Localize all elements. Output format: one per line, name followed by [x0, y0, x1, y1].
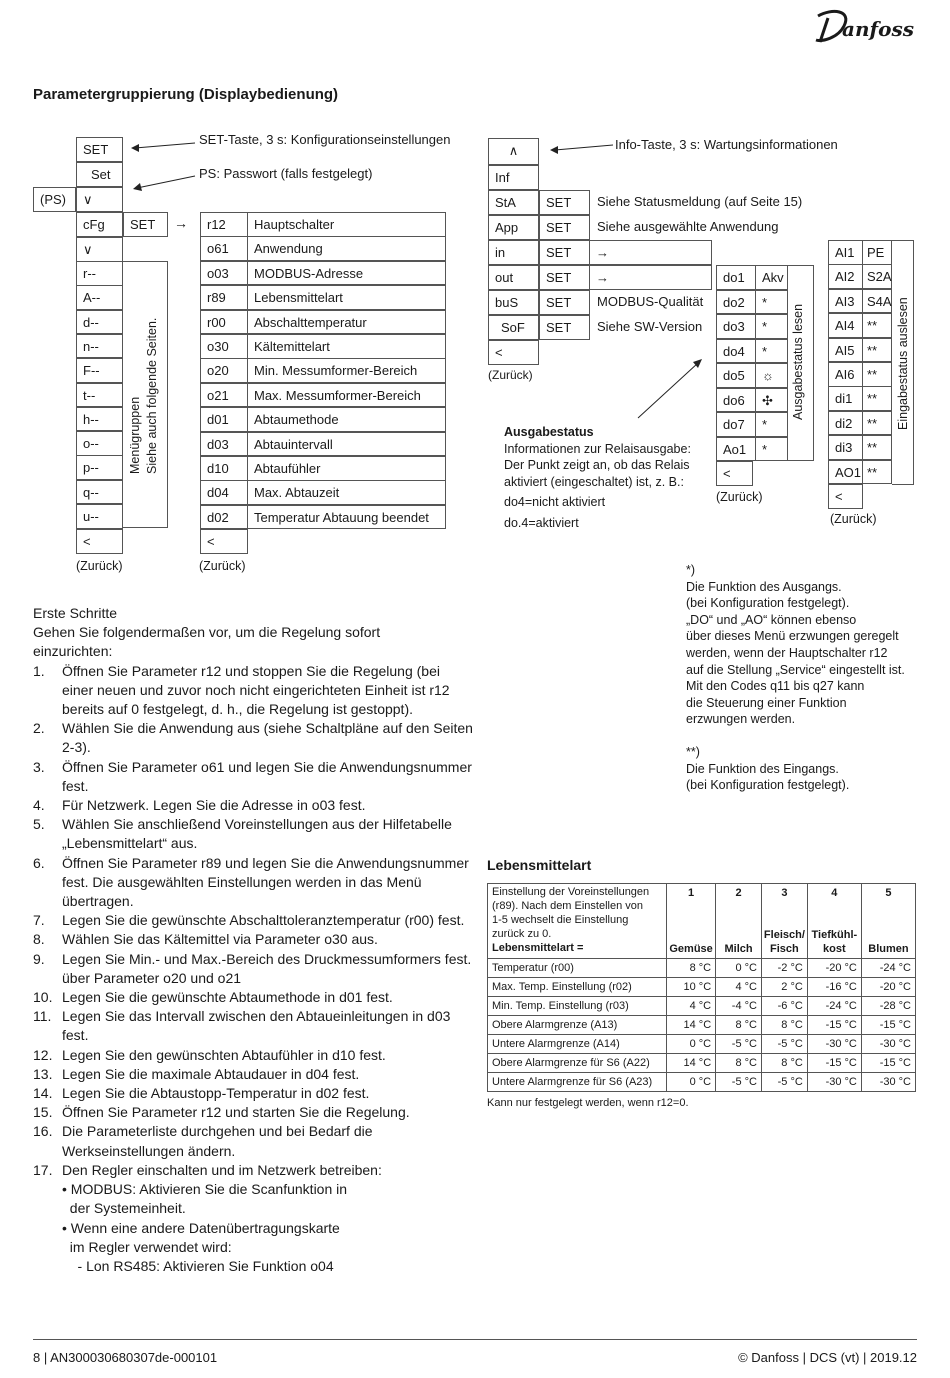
- output-value-cell: *: [756, 290, 788, 315]
- note-line: (bei Konfiguration festgelegt).: [686, 596, 850, 611]
- table-row-label: Obere Alarmgrenze (A13): [488, 1016, 667, 1035]
- table-cell: 8 °C: [761, 1054, 807, 1073]
- footer-left: 8 | AN300030680307de-000101: [33, 1350, 218, 1365]
- table-header-text: zurück zu 0.: [492, 928, 552, 940]
- table-cell: -4 °C: [716, 997, 762, 1016]
- step-text: Legen Sie die Abtaustopp-Temperatur in d02 fest.: [62, 1085, 370, 1102]
- table-row: [488, 1054, 916, 1073]
- table-col-header: [761, 884, 807, 959]
- ausgabestatus-line: aktiviert (eingeschaltet) ist, z. B.:: [504, 474, 684, 489]
- note-line: *): [686, 563, 696, 577]
- table-cell: 0 °C: [716, 959, 762, 978]
- menu-group-cell: q--: [76, 480, 123, 505]
- step-text: Legen Sie das Intervall zwischen den Abtaueinleitungen in d03 fest.: [62, 1008, 451, 1044]
- steps-block: [33, 604, 473, 1276]
- output-code-cell: do6: [716, 388, 756, 413]
- param-label-cell: Kältemittelart: [248, 334, 446, 359]
- param-label-cell: Temperatur Abtauung beendet: [248, 505, 446, 530]
- input-code-cell: AI6: [828, 362, 863, 387]
- table-cell: -5 °C: [716, 1073, 762, 1092]
- input-value-cell: **: [863, 411, 892, 436]
- ausgabestatus-line: do.4=aktiviert: [504, 515, 579, 530]
- step-number: 6.: [33, 854, 45, 871]
- note-line: **): [686, 744, 700, 759]
- step-item: [33, 911, 473, 930]
- output-value-cell: *: [756, 314, 788, 339]
- ausgabestatus-line: do4=nicht aktiviert: [504, 495, 606, 509]
- step-text: Wählen Sie anschließend Voreinstellungen aus der Hilfetabelle „Lebensmittelart“ aus.: [62, 816, 452, 852]
- table-row-label: Min. Temp. Einstellung (r03): [488, 997, 667, 1016]
- step-text: Legen Sie Min.- und Max.-Bereich des Druckmessumformers fest. über Parameter o20 und o21: [62, 950, 472, 986]
- table-row: [488, 997, 916, 1016]
- vertical-label-ausgabestatus: Ausgabestatus lesen: [791, 303, 805, 420]
- down-cell: ∨: [76, 187, 123, 212]
- input-value-cell: **: [863, 460, 892, 485]
- step-item: [33, 758, 473, 796]
- in-back-cell: <: [828, 484, 863, 509]
- note-line: werden, wenn der Hauptschalter r12: [686, 645, 888, 660]
- output-code-cell: do4: [716, 339, 756, 364]
- ps-cell: (PS): [33, 187, 76, 212]
- menu-group-cell: h--: [76, 407, 123, 432]
- step-item: [33, 1084, 473, 1103]
- table-cell: 8 °C: [716, 1016, 762, 1035]
- table-row-label: Temperatur (r00): [488, 959, 667, 978]
- set-key-cell: SET: [76, 137, 123, 162]
- param-code-cell: r89: [200, 285, 248, 310]
- input-value-cell: PE: [863, 240, 892, 265]
- table-cell: -28 °C: [861, 997, 915, 1016]
- note-line: Die Funktion des Eingangs.: [686, 761, 839, 776]
- input-code-cell: AO1: [828, 460, 863, 485]
- ps-note: PS: Passwort (falls festgelegt): [199, 166, 373, 181]
- table-row: [488, 1035, 916, 1054]
- step-number: 2.: [33, 720, 45, 737]
- footer-right: © Danfoss | DCS (vt) | 2019.12: [738, 1350, 917, 1365]
- param-label-cell: Max. Messumformer-Bereich: [248, 383, 446, 408]
- info-note: Info-Taste, 3 s: Wartungsinformationen: [615, 137, 838, 152]
- table-col-header: [861, 884, 915, 959]
- param-code-cell: r00: [200, 310, 248, 335]
- col-number: 4: [831, 887, 838, 899]
- step-text: Die Parameterliste durchgehen und bei Bedarf die Werkseinstellungen ändern.: [62, 1123, 373, 1159]
- step-text: Legen Sie die gewünschte Abtaumethode in d01 fest.: [62, 989, 393, 1006]
- table-row: [488, 959, 916, 978]
- col-name: Gemüse: [669, 943, 713, 955]
- table-row: [488, 1016, 916, 1035]
- step-text: Für Netzwerk. Legen Sie die Adresse in o03 fest.: [62, 797, 366, 814]
- table-cell: -24 °C: [861, 959, 915, 978]
- table-col-header: [807, 884, 861, 959]
- table-cell: -15 °C: [861, 1054, 915, 1073]
- input-value-cell: **: [863, 362, 892, 387]
- lebensmittel-title: Lebensmittelart: [487, 857, 592, 873]
- table-header-row: [488, 884, 916, 959]
- ausgabestatus-line: Informationen zur Relaisausgabe:: [504, 441, 691, 456]
- danfoss-logo: [812, 4, 918, 48]
- param-code-cell: o21: [200, 383, 248, 408]
- note-line: (bei Konfiguration festgelegt).: [686, 778, 850, 793]
- menu-group-cell: F--: [76, 358, 123, 383]
- menu-group-cell: p--: [76, 455, 123, 480]
- input-value-cell: **: [863, 313, 892, 338]
- table-row-label: Untere Alarmgrenze für S6 (A23): [488, 1073, 667, 1092]
- table-cell: 8 °C: [667, 959, 716, 978]
- table-row-label: Untere Alarmgrenze (A14): [488, 1035, 667, 1054]
- info-label: Siehe SW-Version: [597, 319, 703, 334]
- table-cell: -15 °C: [807, 1016, 861, 1035]
- step-number: 14.: [33, 1085, 53, 1102]
- out-back-cell: <: [716, 461, 753, 486]
- step-item: [33, 815, 473, 853]
- table-row: [488, 1073, 916, 1092]
- info-label: MODBUS-Qualität: [597, 294, 704, 309]
- table-cell: -30 °C: [807, 1035, 861, 1054]
- output-value-cell: ✣: [756, 388, 788, 413]
- table-row: [488, 978, 916, 997]
- param-label-cell: Max. Abtauzeit: [248, 480, 446, 505]
- step-number: 7.: [33, 912, 45, 929]
- table-header-text: (r89). Nach dem Einstellen von: [492, 900, 644, 912]
- menu-group-cell: r--: [76, 261, 123, 286]
- lebensmittel-table: [487, 883, 916, 1092]
- table-cell: -5 °C: [761, 1035, 807, 1054]
- info-code-cell: in: [488, 240, 539, 265]
- info-back-cell: <: [488, 340, 539, 365]
- table-row-label: Obere Alarmgrenze für S6 (A22): [488, 1054, 667, 1073]
- menu-group-cell: u--: [76, 504, 123, 529]
- notes-block: [686, 562, 931, 794]
- input-code-cell: di3: [828, 435, 863, 460]
- table-cell: -6 °C: [761, 997, 807, 1016]
- table-col-header: [716, 884, 762, 959]
- back-label: (Zurück): [76, 559, 123, 573]
- param-label-cell: Abtaufühler: [248, 456, 446, 481]
- steps-intro-line: Gehen Sie folgendermaßen vor, um die Regelung sofort: [33, 624, 381, 641]
- steps-intro-line: einzurichten:: [33, 643, 113, 660]
- step-number: 3.: [33, 758, 45, 775]
- col-name: Blumen: [868, 943, 909, 955]
- step-number: 9.: [33, 950, 45, 967]
- step-text: Legen Sie die maximale Abtaudauer in d04 fest.: [62, 1065, 360, 1082]
- step-number: 16.: [33, 1123, 53, 1140]
- step-item: [33, 662, 473, 720]
- step-item: [33, 719, 473, 757]
- output-value-cell: *: [756, 437, 788, 462]
- input-code-cell: AI4: [828, 313, 863, 338]
- input-code-cell: AI5: [828, 338, 863, 363]
- step-number: 17.: [33, 1161, 53, 1178]
- step-text: Öffnen Sie Parameter r12 und starten Sie die Regelung.: [62, 1104, 410, 1121]
- step17-sub-line: im Regler verwendet wird:: [62, 1238, 232, 1255]
- note-line: auf die Stellung „Service“ eingestellt ist.: [686, 662, 905, 677]
- info-set-cell: SET: [539, 315, 590, 340]
- cfg-set-cell: SET: [123, 212, 168, 237]
- param-label-cell: Abschalttemperatur: [248, 310, 446, 335]
- step-text: Den Regler einschalten und im Netzwerk betreiben:: [62, 1161, 382, 1178]
- table-header-bold: Lebensmittelart =: [492, 942, 584, 954]
- step-item: [33, 950, 473, 988]
- table-cell: -5 °C: [761, 1073, 807, 1092]
- table-cell: 14 °C: [667, 1054, 716, 1073]
- info-set-cell: SET: [539, 190, 590, 215]
- table-col-header: [667, 884, 716, 959]
- info-label: Siehe ausgewählte Anwendung: [597, 219, 779, 234]
- step-number: 13.: [33, 1065, 53, 1082]
- table-header-label: [488, 884, 667, 959]
- note-line: die Steuerung einer Funktion: [686, 695, 847, 710]
- table-cell: -2 °C: [761, 959, 807, 978]
- step-text: Öffnen Sie Parameter r12 und stoppen Sie die Regelung (bei einer neuen und zuvor noch nicht eingerichteten Einheit ist r12 bereits auf 0 festgelegt, d. h., die Regelung ist gestoppt).: [62, 662, 450, 718]
- menu-group-cell: t--: [76, 383, 123, 408]
- param-code-cell: d10: [200, 456, 248, 481]
- table-cell: -15 °C: [807, 1054, 861, 1073]
- info-label-cell: →: [590, 265, 712, 290]
- step-item: [33, 1122, 473, 1160]
- step-item: [33, 1046, 473, 1065]
- param-label-cell: MODBUS-Adresse: [248, 261, 446, 286]
- param-code-cell: d01: [200, 407, 248, 432]
- right-arrow-icon: →: [174, 215, 188, 231]
- output-value-cell: *: [756, 412, 788, 437]
- param-code-cell: o30: [200, 334, 248, 359]
- param-label-cell: Hauptschalter: [248, 212, 446, 237]
- output-code-cell: do5: [716, 363, 756, 388]
- table-cell: 2 °C: [761, 978, 807, 997]
- info-code-cell: out: [488, 265, 539, 290]
- input-value-cell: **: [863, 435, 892, 460]
- output-code-cell: do3: [716, 314, 756, 339]
- step-item: [33, 854, 473, 912]
- step-number: 5.: [33, 816, 45, 833]
- steps-intro-line: Erste Schritte: [33, 605, 118, 621]
- col-name: Milch: [724, 943, 753, 955]
- param-label-cell: Abtaumethode: [248, 407, 446, 432]
- ausgabestatus-block: [504, 424, 691, 531]
- table-header-text: Einstellung der Voreinstellungen: [492, 886, 650, 898]
- down2-cell: ∨: [76, 237, 123, 262]
- info-label-cell: →: [590, 240, 712, 265]
- table-row-label: Max. Temp. Einstellung (r02): [488, 978, 667, 997]
- info-label: Siehe Statusmeldung (auf Seite 15): [597, 194, 803, 209]
- step17-sub-line: • MODBUS: Aktivieren Sie die Scanfunktion in: [62, 1181, 348, 1198]
- annotation-arrows: [125, 140, 205, 195]
- menu-group-cell: d--: [76, 310, 123, 335]
- step-item: [33, 1007, 473, 1045]
- step-text: Legen Sie die gewünschte Abschalttoleranztemperatur (r00) fest.: [62, 912, 465, 929]
- note-line: Mit den Codes q11 bis q27 kann: [686, 679, 865, 694]
- input-code-cell: di2: [828, 411, 863, 436]
- cfg-cell: cFg: [76, 212, 123, 237]
- info-code-cell: SoF: [488, 315, 539, 340]
- info-arrow: [545, 140, 615, 160]
- param-code-cell: o61: [200, 236, 248, 261]
- table-cell: 8 °C: [761, 1016, 807, 1035]
- input-value-cell: **: [863, 386, 892, 411]
- step-item: [33, 796, 473, 815]
- ausgabestatus-title: Ausgabestatus: [504, 425, 594, 439]
- set-sub-cell: Set: [76, 162, 123, 187]
- step-number: 4.: [33, 797, 45, 814]
- col-number: 3: [781, 887, 788, 899]
- page-title: Parametergruppierung (Displaybedienung): [33, 86, 339, 103]
- info-code-cell: App: [488, 215, 539, 240]
- input-code-cell: AI3: [828, 289, 863, 314]
- input-value-cell: **: [863, 338, 892, 363]
- step17-sub-line: der Systemeinheit.: [62, 1200, 186, 1217]
- input-value-cell: S2A: [863, 264, 892, 289]
- info-back-label: (Zurück): [488, 368, 533, 382]
- output-code-cell: do1: [716, 265, 756, 290]
- note-line: „DO“ und „AO“ können ebenso: [686, 612, 857, 627]
- output-code-cell: do7: [716, 412, 756, 437]
- table-cell: -20 °C: [807, 959, 861, 978]
- step-text: Legen Sie den gewünschten Abtaufühler in d10 fest.: [62, 1046, 386, 1063]
- note-line: Die Funktion des Ausgangs.: [686, 579, 842, 594]
- step-text: Öffnen Sie Parameter r89 und legen Sie die Anwendungsnummer fest. Die ausgewählten Einstellungen werden in das Menü übertragen.: [62, 854, 469, 910]
- step-number: 12.: [33, 1046, 53, 1063]
- step-text: Wählen Sie das Kältemittel via Parameter o30 aus.: [62, 931, 378, 948]
- step-number: 1.: [33, 662, 45, 679]
- table-cell: 14 °C: [667, 1016, 716, 1035]
- table-cell: 4 °C: [716, 978, 762, 997]
- param-code-cell: o20: [200, 358, 248, 383]
- table-cell: -16 °C: [807, 978, 861, 997]
- table-cell: 4 °C: [667, 997, 716, 1016]
- info-set-cell: SET: [539, 215, 590, 240]
- vertical-label-eingabestatus: Eingabestatus auslesen: [896, 297, 910, 430]
- step-item: [33, 1161, 473, 1180]
- ausgabestatus-line: Der Punkt zeigt an, ob das Relais: [504, 458, 690, 472]
- table-cell: 0 °C: [667, 1073, 716, 1092]
- input-code-cell: AI2: [828, 264, 863, 289]
- menu-group-cell: n--: [76, 334, 123, 359]
- step-number: 11.: [33, 1008, 52, 1025]
- set-note: SET-Taste, 3 s: Konfigurationseinstellungen: [199, 132, 451, 147]
- svg-text:anfoss: anfoss: [842, 17, 914, 41]
- col-name: Fleisch/ Fisch: [763, 929, 805, 955]
- step-number: 8.: [33, 931, 45, 948]
- col-number: 2: [735, 887, 742, 899]
- output-code-cell: do2: [716, 290, 756, 315]
- output-value-cell: ☼: [756, 363, 788, 388]
- param-code-cell: d03: [200, 432, 248, 457]
- note-line: über dieses Menü erzwungen geregelt: [686, 629, 899, 644]
- input-code-cell: di1: [828, 386, 863, 411]
- step-item: [33, 1065, 473, 1084]
- step-number: 10.: [33, 989, 53, 1006]
- table-cell: 10 °C: [667, 978, 716, 997]
- menu-group-cell: A--: [76, 285, 123, 310]
- step17-sub-line: • Wenn eine andere Datenübertragungskarte: [62, 1219, 340, 1236]
- output-value-cell: Akv: [756, 265, 788, 290]
- table-cell: -30 °C: [861, 1073, 915, 1092]
- table-header-text: 1-5 wechselt die Einstellung: [492, 914, 629, 926]
- step-item: [33, 930, 473, 949]
- note-line: [686, 728, 931, 744]
- table-cell: -5 °C: [716, 1035, 762, 1054]
- param-label-cell: Anwendung: [248, 236, 446, 261]
- cfg-back-label: (Zurück): [199, 559, 246, 573]
- table-cell: -20 °C: [861, 978, 915, 997]
- param-code-cell: d04: [200, 480, 248, 505]
- col-name: Tiefkühl- kost: [811, 929, 858, 955]
- param-label-cell: Min. Messumformer-Bereich: [248, 358, 446, 383]
- in-back-label: (Zurück): [830, 512, 877, 526]
- step-number: 15.: [33, 1104, 53, 1121]
- table-cell: 0 °C: [667, 1035, 716, 1054]
- table-cell: -30 °C: [807, 1073, 861, 1092]
- up-cell: ∧: [488, 138, 539, 165]
- cfg-back-cell: <: [200, 529, 248, 554]
- input-value-cell: S4A: [863, 289, 892, 314]
- back-cell: <: [76, 529, 123, 554]
- vertical-label-menugruppen: Menügruppen: [128, 396, 142, 474]
- step-item: [33, 1103, 473, 1122]
- input-code-cell: AI1: [828, 240, 863, 265]
- info-set-cell: SET: [539, 290, 590, 315]
- footer-divider: [33, 1339, 917, 1340]
- out-back-label: (Zurück): [716, 490, 763, 504]
- param-code-cell: d02: [200, 505, 248, 530]
- info-set-cell: SET: [539, 240, 590, 265]
- table-cell: 8 °C: [716, 1054, 762, 1073]
- col-number: 5: [885, 887, 892, 899]
- step17-sub-line: - Lon RS485: Aktivieren Sie Funktion o04: [62, 1257, 334, 1274]
- table-cell: -24 °C: [807, 997, 861, 1016]
- output-code-cell: Ao1: [716, 437, 756, 462]
- info-set-cell: SET: [539, 265, 590, 290]
- col-number: 1: [688, 887, 695, 899]
- info-code-cell: buS: [488, 290, 539, 315]
- param-label-cell: Abtauintervall: [248, 432, 446, 457]
- step-text: Wählen Sie die Anwendung aus (siehe Schaltpläne auf den Seiten 2-3).: [62, 720, 473, 756]
- info-code-cell: Inf: [488, 165, 539, 190]
- note-line: erzwungen werden.: [686, 712, 796, 727]
- step-text: Öffnen Sie Parameter o61 und legen Sie die Anwendungsnummer fest.: [62, 758, 472, 794]
- info-code-cell: StA: [488, 190, 539, 215]
- menu-group-cell: o--: [76, 431, 123, 456]
- vertical-label-siehe: Siehe auch folgende Seiten.: [145, 317, 159, 474]
- output-value-cell: *: [756, 339, 788, 364]
- table-cell: -30 °C: [861, 1035, 915, 1054]
- step-item: [33, 988, 473, 1007]
- ausgabestatus-arrows: [590, 245, 730, 425]
- table-cell: -15 °C: [861, 1016, 915, 1035]
- param-code-cell: r12: [200, 212, 248, 237]
- param-code-cell: o03: [200, 261, 248, 286]
- param-label-cell: Lebensmittelart: [248, 285, 446, 310]
- lebensmittel-footnote: Kann nur festgelegt werden, wenn r12=0.: [487, 1097, 689, 1109]
